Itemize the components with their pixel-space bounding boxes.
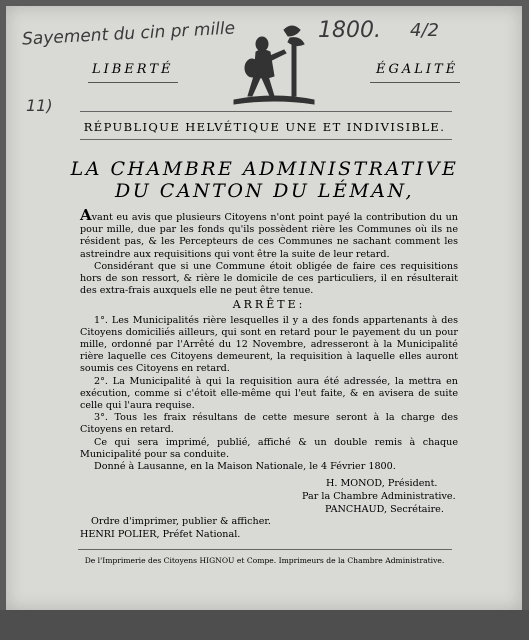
signature-prefect: HENRI POLIER, Préfet National. — [80, 529, 241, 540]
title-line-1: LA CHAMBRE ADMINISTRATIVE — [70, 158, 459, 180]
title-line-2: DU CANTON DU LÉMAN, — [115, 180, 414, 202]
motto-egalite: ÉGALITÉ — [376, 62, 459, 77]
paragraph-considering: Considérant que si une Commune étoit obligée de faire ces requisitions hors de son ressort, & rière le domicile de ces particuliers, il en résulterait des extra-frais auxquels elle ne peut être tenue. — [80, 260, 458, 297]
republic-heading: RÉPUBLIQUE HELVÉTIQUE UNE ET INDIVISIBLE. — [83, 120, 446, 134]
decree-body — [80, 206, 458, 473]
paragraph-preamble: Avant eu avis que plusieurs Citoyens n'ont point payé la contribution du un pour mille, due par les fonds qu'ils possèdent rière les Communes où ils ne résident pas, & les Percepteurs de ces Communes ne sachant comment les astreindre aux requisitions qui vont être la suite de leur retard. — [80, 206, 458, 260]
article-1: 1°. Les Municipalités rière lesquelles il y a des fonds appartenants à des Citoyens domiciliés ailleurs, qui sont en retard pour le payement du un pour mille, ordonné par l'Arrêté du 12 Novembre, adresseront à la Municipalité rière laquelle ces Citoyens demeurent, la requisition à laquelle elles auront soumis ces Citoyens en retard. — [80, 314, 458, 375]
drop-cap: A — [80, 206, 92, 224]
signature-president: H. MONOD, Président. — [326, 478, 438, 489]
imprint-rule — [78, 549, 452, 550]
header-rule-bottom — [80, 139, 452, 140]
dated-line: Donné à Lausanne, en la Maison Nationale, le 4 Février 1800. — [94, 461, 396, 473]
article-3: 3°. Tous les fraix résultans de cette mesure seront à la charge des Citoyens en retard. — [80, 412, 458, 436]
signature-chamber: Par la Chambre Administrative. — [302, 491, 456, 502]
motto-liberte: LIBERTÉ — [92, 62, 174, 77]
scan-bottom-strip — [0, 610, 529, 640]
arrete-heading: ARRÊTE: — [232, 298, 306, 312]
handwritten-reference: 4/2 — [410, 20, 439, 41]
handwritten-year: 1800. — [318, 18, 381, 43]
handwritten-note: Sayement du cin pr mille — [21, 18, 236, 50]
printer-imprint: De l'Imprimerie des Citoyens HIGNOU et Compe. Imprimeurs de la Chambre Administrative. — [84, 556, 445, 565]
handwritten-number: 11) — [26, 96, 53, 115]
motto-underline-right — [370, 82, 460, 83]
print-order: Ordre d'imprimer, publier & afficher. — [91, 516, 271, 527]
closing-paragraph: Ce qui sera imprimé, publié, affiché & un double remis à chaque Municipalité pour sa conduite. — [80, 436, 458, 460]
signature-secretary: PANCHAUD, Secrétaire. — [325, 504, 444, 515]
william-tell-emblem-icon — [224, 20, 320, 112]
article-2: 2°. La Municipalité à qui la requisition aura été adressée, la mettra en exécution, comme si c'étoit elle-même qui l'eut faite, & en avisera de suite celle qui l'aura requise. — [80, 375, 458, 412]
motto-underline-left — [88, 82, 178, 83]
header-rule-top — [80, 111, 452, 112]
